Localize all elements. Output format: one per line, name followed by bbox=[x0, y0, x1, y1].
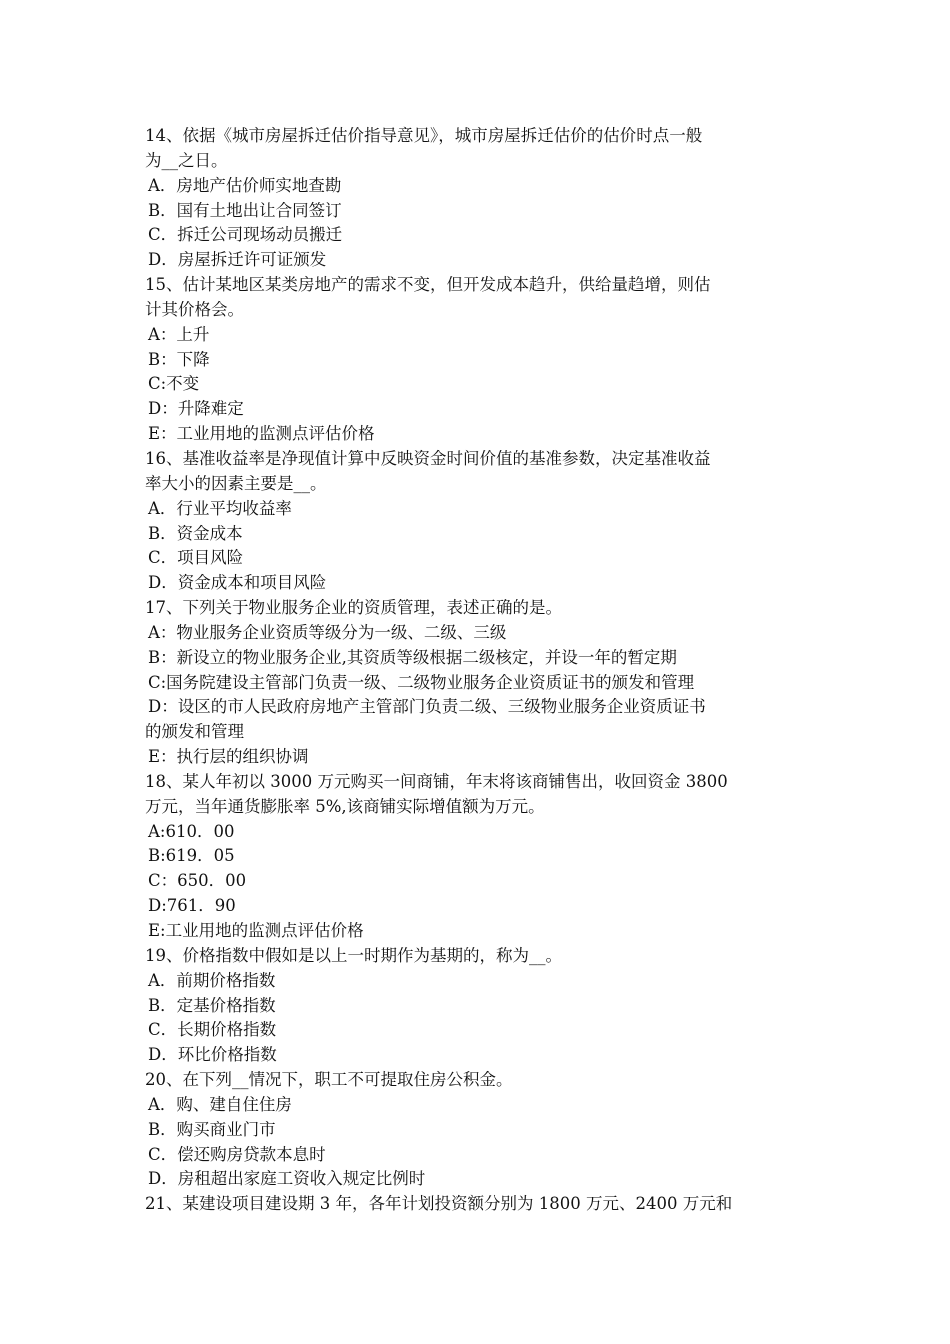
question-text-line: 21、某建设项目建设期 3 年，各年计划投资额分别为 1800 万元、2400 万元和 bbox=[145, 1194, 733, 1214]
answer-option-line: B：新设立的物业服务企业,其资质等级根据二级核定，并设一年的暂定期 bbox=[148, 647, 677, 667]
answer-option-line: B:619．05 bbox=[148, 846, 235, 866]
answer-option-line: B．定基价格指数 bbox=[148, 995, 276, 1015]
question-text-line: 率大小的因素主要是__。 bbox=[145, 473, 327, 493]
answer-option-line: D：设区的市人民政府房地产主管部门负责二级、三级物业服务企业资质证书 bbox=[148, 697, 706, 717]
question-text-line: 19、价格指数中假如是以上一时期作为基期的，称为__。 bbox=[145, 945, 562, 965]
question-text-line: 14、依据《城市房屋拆迁估价指导意见》，城市房屋拆迁估价的估价时点一般 bbox=[145, 126, 703, 145]
answer-option-line: D．资金成本和项目风险 bbox=[148, 573, 327, 593]
answer-option-line: A．房地产估价师实地查勘 bbox=[148, 175, 342, 195]
question-text-line: 为__之日。 bbox=[145, 150, 228, 170]
answer-option-line: A．购、建自住住房 bbox=[148, 1094, 292, 1114]
answer-option-line: D．房租超出家庭工资收入规定比例时 bbox=[148, 1169, 426, 1189]
answer-option-line: A：上升 bbox=[148, 324, 210, 344]
answer-option-line: E:工业用地的监测点评估价格 bbox=[148, 921, 364, 940]
exam-question-text bbox=[145, 124, 810, 1217]
answer-option-line: C：650．00 bbox=[148, 871, 247, 891]
question-text-line: 16、基准收益率是净现值计算中反映资金时间价值的基准参数，决定基准收益 bbox=[145, 448, 711, 468]
question-text-line: 18、某人年初以 3000 万元购买一间商铺，年末将该商铺售出，收回资金 3800 bbox=[145, 771, 728, 791]
answer-option-line: D：升降难定 bbox=[148, 399, 244, 419]
question-text-line: 20、在下列__情况下，职工不可提取住房公积金。 bbox=[145, 1070, 513, 1090]
answer-option-line: C:国务院建设主管部门负责一级、二级物业服务企业资质证书的颁发和管理 bbox=[148, 672, 695, 692]
question-text-line: 计其价格会。 bbox=[145, 299, 244, 319]
question-text-line: 万元，当年通货膨胀率 5%,该商铺实际增值额为万元。 bbox=[145, 796, 545, 816]
answer-option-line: B．国有土地出让合同签订 bbox=[148, 200, 342, 220]
answer-option-line: D:761．90 bbox=[148, 896, 236, 916]
question-text-line: 的颁发和管理 bbox=[145, 722, 244, 742]
answer-option-line: C．偿还购房贷款本息时 bbox=[148, 1144, 326, 1164]
answer-option-line: C．拆迁公司现场动员搬迁 bbox=[148, 225, 343, 245]
answer-option-line: A：物业服务企业资质等级分为一级、二级、三级 bbox=[148, 622, 507, 642]
answer-option-line: E：执行层的组织协调 bbox=[148, 747, 309, 767]
question-text-line: 15、估计某地区某类房地产的需求不变，但开发成本趋升，供给量趋增，则估 bbox=[145, 275, 711, 295]
answer-option-line: B．资金成本 bbox=[148, 523, 243, 543]
answer-option-line: C:不变 bbox=[148, 374, 200, 394]
answer-option-line: D．环比价格指数 bbox=[148, 1045, 277, 1065]
answer-option-line: A．行业平均收益率 bbox=[148, 498, 292, 518]
question-text-line: 17、下列关于物业服务企业的资质管理，表述正确的是。 bbox=[145, 598, 562, 618]
answer-option-line: B．购买商业门市 bbox=[148, 1119, 276, 1139]
answer-option-line: E：工业用地的监测点评估价格 bbox=[148, 424, 375, 444]
answer-option-line: C．长期价格指数 bbox=[148, 1020, 277, 1040]
answer-option-line: A．前期价格指数 bbox=[148, 970, 276, 990]
answer-option-line: C．项目风险 bbox=[148, 548, 244, 568]
answer-option-line: D．房屋拆迁许可证颁发 bbox=[148, 250, 327, 270]
answer-option-line: A:610．00 bbox=[148, 821, 235, 841]
answer-option-line: B：下降 bbox=[148, 349, 210, 369]
